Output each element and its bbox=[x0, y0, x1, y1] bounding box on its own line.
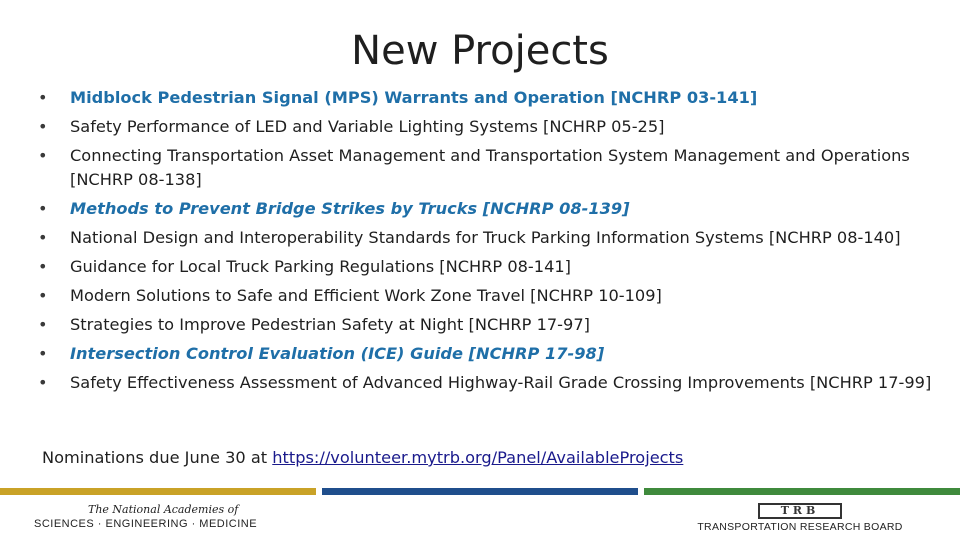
trb-logo bbox=[690, 499, 910, 533]
nas-logo-line1: The National Academies of bbox=[88, 503, 239, 516]
nas-logo-line2: SCIENCES · ENGINEERING · MEDICINE bbox=[34, 518, 258, 530]
bullet-icon: • bbox=[38, 344, 48, 363]
nominations-text: Nominations due June 30 at bbox=[42, 448, 273, 467]
project-text: Connecting Transportation Asset Management and Transportation System Management and Operations [NCHRP 08-138] bbox=[70, 146, 910, 189]
project-item bbox=[38, 313, 938, 337]
project-text: Guidance for Local Truck Parking Regulations [NCHRP 08-141] bbox=[70, 257, 571, 276]
trb-logo-name: TRANSPORTATION RESEARCH BOARD bbox=[697, 521, 903, 533]
footer-bar-gold bbox=[0, 488, 316, 495]
project-item bbox=[38, 284, 938, 308]
project-item bbox=[38, 371, 938, 395]
bullet-icon: • bbox=[38, 257, 48, 276]
nas-logo bbox=[34, 503, 294, 530]
project-text: Strategies to Improve Pedestrian Safety at Night [NCHRP 17-97] bbox=[70, 315, 590, 334]
footer-bar-blue bbox=[322, 488, 638, 495]
nominations-line bbox=[42, 446, 942, 470]
project-text: Intersection Control Evaluation (ICE) Guide [NCHRP 17-98] bbox=[70, 344, 605, 363]
bullet-icon: • bbox=[38, 228, 48, 247]
project-item bbox=[38, 115, 938, 139]
project-item bbox=[38, 342, 938, 366]
project-text: National Design and Interoperability Standards for Truck Parking Information Systems [NCHRP 08-140] bbox=[70, 228, 901, 247]
bullet-icon: • bbox=[38, 88, 48, 107]
trb-logo-mark: TRB bbox=[758, 503, 842, 519]
project-item bbox=[38, 197, 938, 221]
bullet-icon: • bbox=[38, 373, 48, 392]
project-text: Methods to Prevent Bridge Strikes by Trucks [NCHRP 08-139] bbox=[70, 199, 630, 218]
project-list bbox=[38, 86, 938, 400]
project-text: Modern Solutions to Safe and Efficient Work Zone Travel [NCHRP 10-109] bbox=[70, 286, 662, 305]
project-item bbox=[38, 86, 938, 110]
bullet-icon: • bbox=[38, 199, 48, 218]
bullet-icon: • bbox=[38, 117, 48, 136]
nominations-link[interactable]: https://volunteer.mytrb.org/Panel/AvailableProjects bbox=[272, 448, 684, 467]
project-text: Safety Effectiveness Assessment of Advanced Highway-Rail Grade Crossing Improvements [NCHRP 17-99] bbox=[70, 373, 932, 392]
project-item bbox=[38, 226, 938, 250]
project-text: Midblock Pedestrian Signal (MPS) Warrants and Operation [NCHRP 03-141] bbox=[70, 88, 758, 107]
bullet-icon: • bbox=[38, 286, 48, 305]
bullet-icon: • bbox=[38, 315, 48, 334]
footer-color-bars bbox=[0, 488, 960, 495]
slide-title: New Projects bbox=[351, 28, 609, 74]
project-text: Safety Performance of LED and Variable Lighting Systems [NCHRP 05-25] bbox=[70, 117, 665, 136]
bullet-icon: • bbox=[38, 146, 48, 165]
project-item bbox=[38, 144, 938, 192]
project-item bbox=[38, 255, 938, 279]
footer-bar-green bbox=[644, 488, 960, 495]
